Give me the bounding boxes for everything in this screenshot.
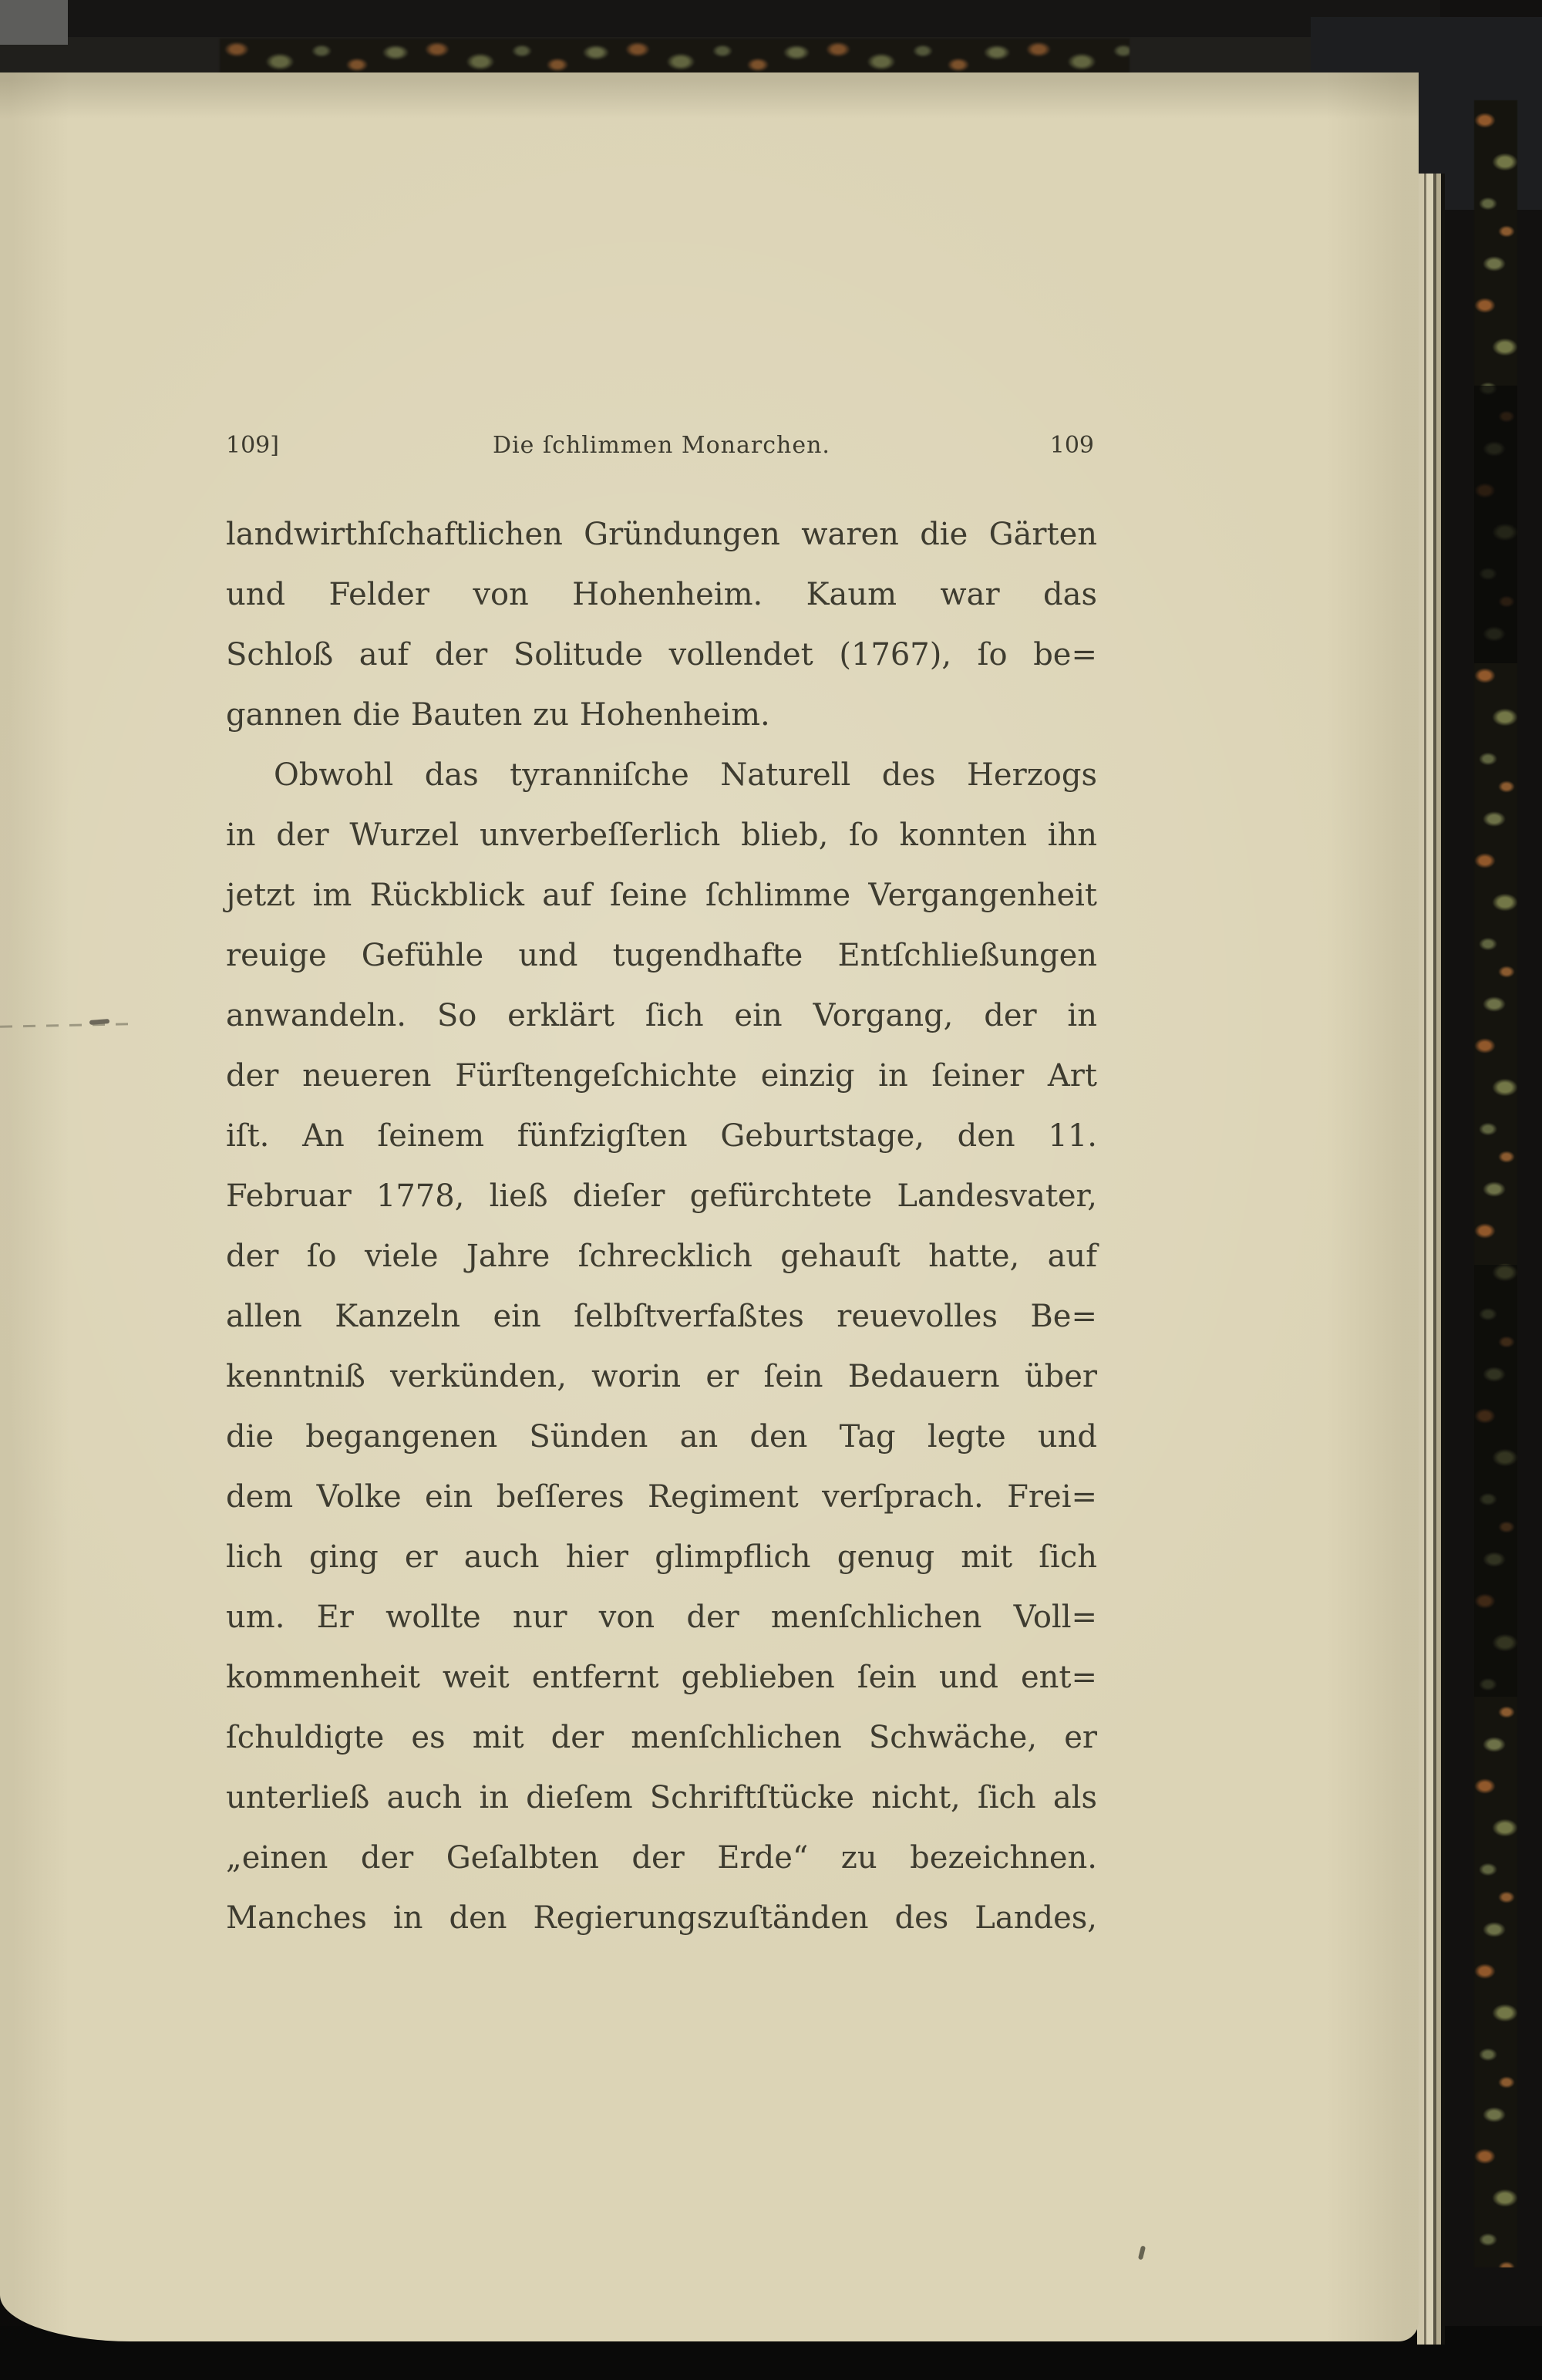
page-title: Die ſchlimmen Monarchen. [493,432,830,459]
folio-right: 109 [1049,432,1094,459]
text-line: landwirthſchaftlichen Gründungen waren die Gärten [226,517,1097,552]
text-line: der ſo viele Jahre ſchrecklich gehauſt hatte, auf [226,1239,1097,1274]
page-edge-stack [1417,174,1445,2345]
text-line: in der Wurzel unverbeſſerlich blieb, ſo konnten ihn [226,817,1097,853]
text-line: Schloß auf der Solitude vollendet (1767), ſo be= [226,637,1097,673]
text-line: iſt. An ſeinem fünfzigſten Geburtstage, den 11. [226,1118,1097,1154]
text-line: kenntniß verkünden, worin er ſein Bedauern über [226,1359,1097,1394]
text-line: Februar 1778, ließ dieſer gefürchtete Landesvater, [226,1178,1097,1214]
text-line: unterließ auch in dieſem Schriftſtücke nicht, ſich als [226,1780,1097,1815]
text-line: allen Kanzeln ein ſelbſtverfaßtes reuevolles Be= [226,1299,1097,1334]
text-line: ſchuldigte es mit der menſchlichen Schwäche, er [226,1720,1097,1755]
text-line: kommenheit weit entfernt geblieben ſein und ent= [226,1660,1097,1695]
text-line: lich ging er auch hier glimpflich genug mit ſich [226,1539,1097,1575]
text-line: um. Er wollte nur von der menſchlichen Voll= [226,1600,1097,1635]
marbled-board-shadow [1474,386,1517,663]
body-text [226,504,1097,1948]
running-head [226,429,1097,463]
text-line: anwandeln. So erklärt ſich ein Vorgang, der in [226,998,1097,1033]
text-line: und Felder von Hohenheim. Kaum war das [226,577,1097,612]
text-line: dem Volke ein beſſeres Regiment verſprach. Frei= [226,1479,1097,1515]
text-line: gannen die Bauten zu Hohenheim. [226,697,770,733]
text-line: „einen der Geſalbten der Erde“ zu bezeichnen. [226,1840,1097,1876]
book-page [0,72,1419,2341]
text-line: Manches in den Regierungszuſtänden des Landes, [226,1900,1097,1936]
text-line: der neueren Fürſtengeſchichte einzig in ſeiner Art [226,1058,1097,1094]
text-line: die begangenen Sünden an den Tag legte und [226,1419,1097,1455]
text-line: reuige Gefühle und tugendhafte Entſchließungen [226,938,1097,973]
marbled-board-shadow [1474,1265,1517,1697]
cover-gray-patch [0,0,68,45]
text-line: jetzt im Rückblick auf ſeine ſchlimme Vergangenheit [226,878,1097,913]
marbled-board-top [220,39,1130,76]
folio-left: 109] [226,432,279,459]
text-line: Obwohl das tyranniſche Naturell des Herzogs [274,757,1097,793]
